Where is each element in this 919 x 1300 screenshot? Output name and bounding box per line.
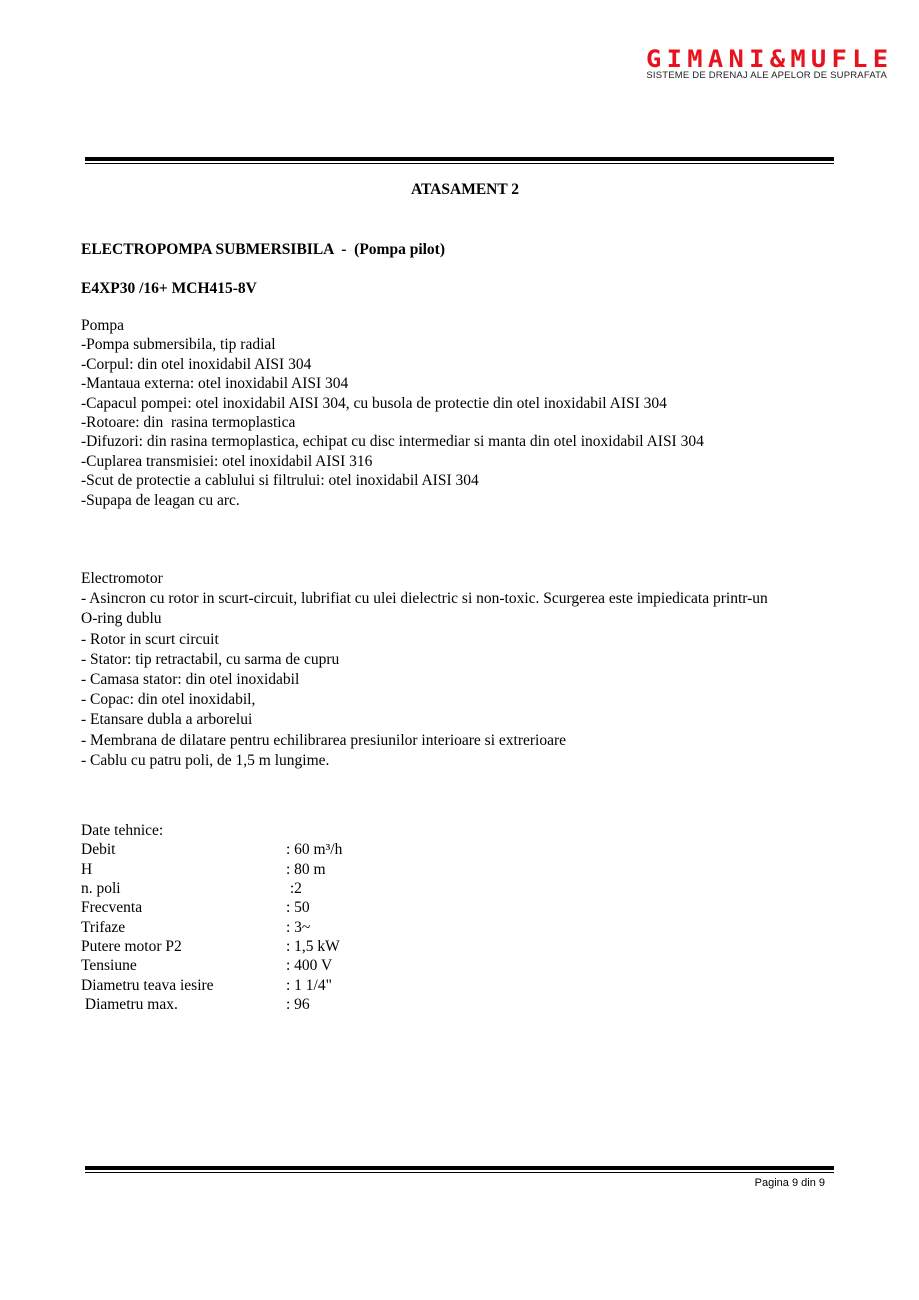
spec-row xyxy=(81,898,841,917)
list-item: - Etansare dubla a arborelui xyxy=(81,711,253,729)
spec-row xyxy=(81,937,841,956)
list-item: - Cablu cu patru poli, de 1,5 m lungime. xyxy=(81,751,330,769)
list-item: -Scut de protectie a cablului si filtrului: otel inoxidabil AISI 304 xyxy=(81,472,479,490)
technical-data-heading: Date tehnice: xyxy=(81,822,164,839)
spec-row xyxy=(81,918,841,937)
list-item: - Rotor in scurt circuit xyxy=(81,630,219,648)
spec-row xyxy=(81,840,841,859)
list-item: -Capacul pompei: otel inoxidabil AISI 304, cu busola de protectie din otel inoxidabil AISI 304 xyxy=(81,394,667,412)
spec-label: Putere motor P2 xyxy=(81,938,182,956)
list-item: O-ring dublu xyxy=(81,610,162,628)
spec-value: : 80 m xyxy=(286,860,326,878)
spec-value: : 400 V xyxy=(286,957,333,975)
spec-value: : 3~ xyxy=(286,918,311,936)
spec-row xyxy=(81,976,841,995)
pompa-heading: Pompa xyxy=(81,317,125,334)
list-item: -Cuplarea transmisiei: otel inoxidabil AISI 316 xyxy=(81,452,373,470)
spec-row xyxy=(81,995,841,1014)
list-item: -Mantaua externa: otel inoxidabil AISI 304 xyxy=(81,375,349,393)
subtitle: ELECTROPOMPA SUBMERSIBILA - (Pompa pilot) xyxy=(81,241,446,258)
electromotor-section xyxy=(81,569,841,771)
spec-label: Diametru max. xyxy=(81,996,178,1014)
page-title: ATASAMENT 2 xyxy=(410,181,520,198)
footer-rule xyxy=(85,1166,834,1170)
spec-label: Trifaze xyxy=(81,918,126,936)
list-item: - Stator: tip retractabil, cu sarma de cupru xyxy=(81,650,340,668)
spec-label: Diametru teava iesire xyxy=(81,976,214,994)
list-item: -Corpul: din otel inoxidabil AISI 304 xyxy=(81,355,312,373)
list-item: -Pompa submersibila, tip radial xyxy=(81,336,276,354)
spec-row xyxy=(81,879,841,898)
spec-row xyxy=(81,860,841,879)
spec-value: : 96 xyxy=(286,996,310,1014)
logo-tagline: SISTEME DE DRENAJ ALE APELOR DE SUPRAFATA xyxy=(646,70,887,81)
spec-row xyxy=(81,956,841,975)
logo-name: GIMANI&MUFLE xyxy=(646,45,894,73)
list-item: -Difuzori: din rasina termoplastica, echipat cu disc intermediar si manta din otel inoxidabil AISI 304 xyxy=(81,433,704,451)
company-logo xyxy=(646,45,894,81)
spec-label: Debit xyxy=(81,841,116,859)
spec-label: H xyxy=(81,860,93,878)
list-item: - Camasa stator: din otel inoxidabil xyxy=(81,671,300,689)
footer-rule-thin xyxy=(85,1172,834,1173)
pompa-section xyxy=(81,316,841,510)
list-item: - Asincron cu rotor in scurt-circuit, lubrifiat cu ulei dielectric si non-toxic. Scurgerea este impiedicata printr-un xyxy=(81,590,768,608)
model-code: E4XP30 /16+ MCH415-8V xyxy=(81,280,257,297)
electromotor-heading: Electromotor xyxy=(81,570,163,587)
spec-value: : 1 1/4" xyxy=(286,976,332,994)
spec-value: :2 xyxy=(286,880,302,898)
list-item: - Membrana de dilatare pentru echilibrarea presiunilor interioare si extrerioare xyxy=(81,731,567,749)
header-rule-thin xyxy=(85,163,834,164)
technical-data xyxy=(81,821,841,1014)
spec-label: Tensiune xyxy=(81,957,137,975)
spec-value: : 60 m³/h xyxy=(286,841,343,859)
page-number: Pagina 9 din 9 xyxy=(754,1177,825,1189)
spec-label: n. poli xyxy=(81,880,121,898)
spec-value: : 50 xyxy=(286,899,310,917)
list-item: - Copac: din otel inoxidabil, xyxy=(81,691,256,709)
list-item: -Rotoare: din rasina termoplastica xyxy=(81,414,296,432)
spec-value: : 1,5 kW xyxy=(286,938,340,956)
header-rule xyxy=(85,157,834,161)
spec-label: Frecventa xyxy=(81,899,143,917)
list-item: -Supapa de leagan cu arc. xyxy=(81,491,240,509)
